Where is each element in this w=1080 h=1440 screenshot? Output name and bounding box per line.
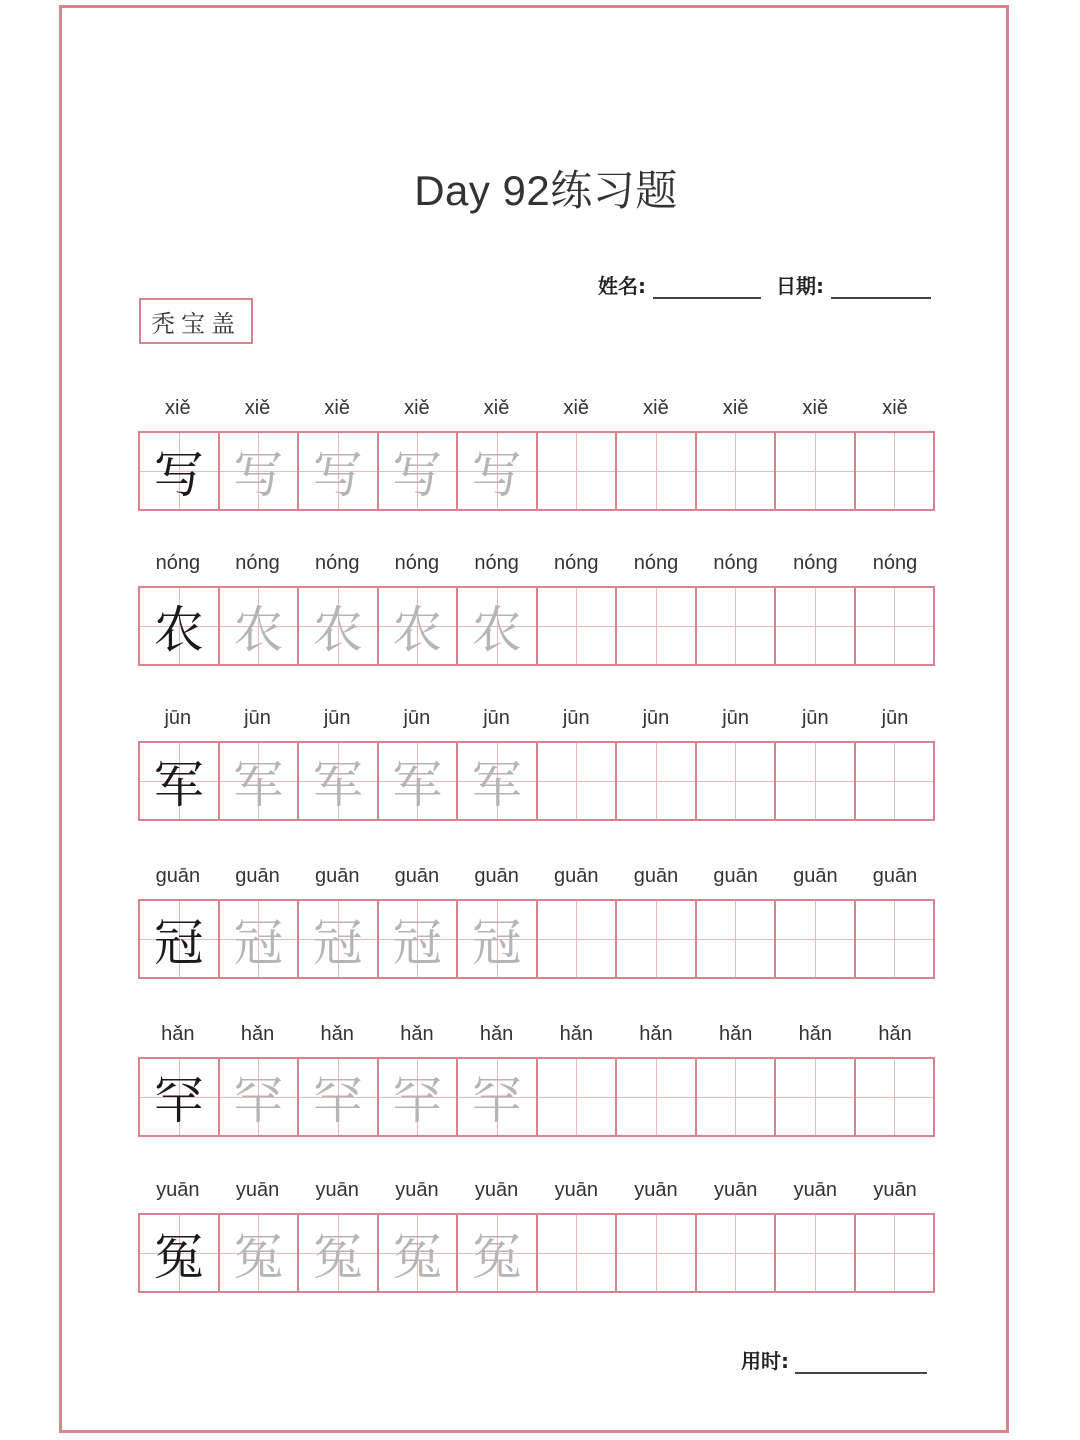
- trace-character: 罕: [233, 1072, 284, 1130]
- writing-cell: [299, 1215, 379, 1291]
- model-character: 冠: [153, 914, 204, 972]
- trace-character: 写: [471, 446, 522, 504]
- writing-cell[interactable]: [856, 1215, 934, 1291]
- practice-row: [138, 393, 935, 511]
- pinyin-label: hǎn: [639, 1023, 673, 1045]
- writing-cell[interactable]: [856, 588, 934, 664]
- trace-character: 军: [392, 756, 443, 814]
- writing-cell[interactable]: [617, 901, 697, 977]
- writing-cell[interactable]: [617, 433, 697, 509]
- writing-cell: [140, 588, 220, 664]
- pinyin-label: guān: [155, 865, 201, 887]
- writing-cell[interactable]: [697, 1215, 777, 1291]
- writing-cell[interactable]: [856, 743, 934, 819]
- writing-cell[interactable]: [538, 433, 618, 509]
- writing-cell: [458, 743, 538, 819]
- writing-cell: [299, 901, 379, 977]
- pinyin-label: jūn: [403, 707, 431, 729]
- writing-cell[interactable]: [538, 743, 618, 819]
- pinyin-label: jūn: [881, 707, 909, 729]
- writing-cell: [379, 433, 459, 509]
- writing-cell[interactable]: [776, 588, 856, 664]
- model-character: 军: [153, 756, 204, 814]
- pinyin-label: jūn: [722, 707, 749, 729]
- writing-cell: [220, 433, 300, 509]
- pinyin-label: guān: [713, 865, 758, 887]
- writing-cell: [140, 1059, 220, 1135]
- pinyin-label: nóng: [554, 552, 599, 574]
- pinyin-label: hǎn: [559, 1023, 593, 1045]
- pinyin-label: xiě: [802, 397, 829, 419]
- pinyin-label: nóng: [394, 552, 440, 574]
- writing-cell: [299, 588, 379, 664]
- pinyin-label: yuān: [793, 1179, 838, 1201]
- writing-cell[interactable]: [538, 588, 618, 664]
- pinyin-label: nóng: [793, 552, 838, 574]
- writing-cell: [140, 743, 220, 819]
- name-field[interactable]: [598, 270, 761, 299]
- writing-cell[interactable]: [697, 743, 777, 819]
- writing-cell[interactable]: [776, 1215, 856, 1291]
- trace-character: 军: [312, 756, 363, 814]
- writing-cell: [220, 1059, 300, 1135]
- pinyin-label: xiě: [324, 397, 350, 419]
- page-title: [0, 158, 1080, 218]
- name-label: 姓名:: [598, 274, 646, 298]
- writing-cell: [220, 743, 300, 819]
- pinyin-label: yuān: [474, 1179, 519, 1201]
- writing-cell: [299, 433, 379, 509]
- trace-character: 农: [471, 601, 522, 659]
- writing-cell: [379, 1059, 459, 1135]
- writing-cell: [299, 1059, 379, 1135]
- timer-label: 用时:: [741, 1349, 789, 1373]
- pinyin-label: xiě: [483, 397, 510, 419]
- writing-cell: [379, 743, 459, 819]
- writing-cell: [458, 1059, 538, 1135]
- pinyin-label: nóng: [474, 552, 519, 574]
- pinyin-row: [138, 548, 935, 578]
- practice-row: [138, 1019, 935, 1137]
- pinyin-label: guān: [633, 865, 679, 887]
- title-label: 练习题: [550, 167, 678, 214]
- writing-cell[interactable]: [617, 743, 697, 819]
- title-day: Day 92: [414, 167, 551, 214]
- date-label: 日期:: [776, 274, 824, 298]
- writing-cell: [458, 1215, 538, 1291]
- pinyin-label: guān: [394, 865, 440, 887]
- pinyin-label: nóng: [633, 552, 679, 574]
- writing-cell[interactable]: [776, 1059, 856, 1135]
- trace-character: 军: [471, 756, 522, 814]
- practice-row: [138, 548, 935, 666]
- pinyin-label: hǎn: [878, 1023, 912, 1045]
- trace-character: 农: [312, 601, 363, 659]
- practice-row: [138, 861, 935, 979]
- trace-character: 农: [392, 601, 443, 659]
- pinyin-label: jūn: [562, 707, 590, 729]
- writing-cell[interactable]: [697, 901, 777, 977]
- pinyin-row: [138, 1175, 935, 1205]
- model-character: 冤: [153, 1228, 204, 1286]
- writing-cell: [140, 433, 220, 509]
- trace-character: 冠: [233, 914, 284, 972]
- trace-character: 冠: [392, 914, 443, 972]
- pinyin-label: xiě: [643, 397, 669, 419]
- pinyin-label: jūn: [244, 707, 271, 729]
- practice-row: [138, 1175, 935, 1293]
- tian-grid-row: [138, 1057, 935, 1137]
- model-character: 罕: [153, 1072, 204, 1130]
- writing-cell[interactable]: [697, 588, 777, 664]
- pinyin-label: xiě: [563, 397, 590, 419]
- writing-cell[interactable]: [538, 1215, 618, 1291]
- writing-cell: [379, 588, 459, 664]
- pinyin-label: guān: [474, 865, 519, 887]
- writing-cell: [220, 588, 300, 664]
- tian-grid-row: [138, 431, 935, 511]
- trace-character: 冠: [471, 914, 522, 972]
- pinyin-row: [138, 861, 935, 891]
- pinyin-label: hǎn: [240, 1023, 275, 1045]
- pinyin-label: jūn: [801, 707, 829, 729]
- writing-cell[interactable]: [776, 901, 856, 977]
- writing-cell: [220, 901, 300, 977]
- pinyin-label: yuān: [315, 1179, 359, 1201]
- writing-cell[interactable]: [856, 901, 934, 977]
- trace-character: 冤: [392, 1228, 443, 1286]
- pinyin-label: yuān: [235, 1179, 280, 1201]
- trace-character: 军: [233, 756, 284, 814]
- writing-cell[interactable]: [697, 433, 777, 509]
- pinyin-label: guān: [872, 865, 918, 887]
- writing-cell: [220, 1215, 300, 1291]
- pinyin-label: xiě: [165, 397, 191, 419]
- pinyin-row: [138, 393, 935, 423]
- writing-cell[interactable]: [856, 1059, 934, 1135]
- trace-character: 写: [392, 446, 443, 504]
- tian-grid-row: [138, 741, 935, 821]
- writing-cell[interactable]: [617, 1215, 697, 1291]
- pinyin-label: hǎn: [400, 1023, 434, 1045]
- pinyin-label: xiě: [404, 397, 430, 419]
- trace-character: 冤: [233, 1228, 284, 1286]
- model-character: 写: [153, 446, 204, 504]
- writing-cell: [458, 588, 538, 664]
- trace-character: 写: [312, 446, 363, 504]
- pinyin-label: xiě: [722, 397, 749, 419]
- writing-cell: [458, 433, 538, 509]
- pinyin-label: guān: [793, 865, 838, 887]
- trace-character: 罕: [312, 1072, 363, 1130]
- pinyin-row: [138, 1019, 935, 1049]
- pinyin-label: yuān: [634, 1179, 678, 1201]
- writing-cell[interactable]: [617, 1059, 697, 1135]
- writing-cell[interactable]: [538, 901, 618, 977]
- timer-field[interactable]: [741, 1345, 927, 1374]
- pinyin-label: nóng: [872, 552, 918, 574]
- pinyin-label: yuān: [554, 1179, 598, 1201]
- writing-cell: [379, 901, 459, 977]
- date-line[interactable]: [831, 275, 931, 299]
- name-line[interactable]: [653, 275, 761, 299]
- trace-character: 冠: [312, 914, 363, 972]
- trace-character: 写: [233, 446, 284, 504]
- writing-cell[interactable]: [538, 1059, 618, 1135]
- tian-grid-row: [138, 1213, 935, 1293]
- writing-cell[interactable]: [617, 588, 697, 664]
- pinyin-label: jūn: [642, 707, 670, 729]
- pinyin-label: hǎn: [718, 1023, 753, 1045]
- writing-cell[interactable]: [697, 1059, 777, 1135]
- pinyin-label: guān: [235, 865, 280, 887]
- timer-line[interactable]: [795, 1350, 927, 1374]
- writing-cell: [299, 743, 379, 819]
- pinyin-label: nóng: [713, 552, 758, 574]
- radical-label: 秃宝盖: [139, 298, 253, 344]
- pinyin-label: hǎn: [320, 1023, 354, 1045]
- pinyin-label: nóng: [314, 552, 360, 574]
- tian-grid-row: [138, 899, 935, 979]
- date-field[interactable]: [776, 270, 931, 299]
- pinyin-label: guān: [554, 865, 599, 887]
- trace-character: 罕: [471, 1072, 522, 1130]
- trace-character: 农: [233, 601, 284, 659]
- writing-cell: [140, 901, 220, 977]
- pinyin-label: hǎn: [479, 1023, 514, 1045]
- pinyin-label: yuān: [395, 1179, 439, 1201]
- pinyin-label: nóng: [235, 552, 280, 574]
- writing-cell: [379, 1215, 459, 1291]
- pinyin-label: jūn: [323, 707, 351, 729]
- pinyin-label: jūn: [483, 707, 510, 729]
- pinyin-label: hǎn: [161, 1023, 195, 1045]
- trace-character: 罕: [392, 1072, 443, 1130]
- pinyin-row: [138, 703, 935, 733]
- writing-cell[interactable]: [776, 743, 856, 819]
- practice-row: [138, 703, 935, 821]
- model-character: 农: [153, 601, 204, 659]
- writing-cell[interactable]: [856, 433, 934, 509]
- trace-character: 冤: [471, 1228, 522, 1286]
- trace-character: 冤: [312, 1228, 363, 1286]
- pinyin-label: jūn: [164, 707, 192, 729]
- pinyin-label: xiě: [244, 397, 271, 419]
- writing-cell: [140, 1215, 220, 1291]
- pinyin-label: yuān: [713, 1179, 758, 1201]
- writing-cell: [458, 901, 538, 977]
- pinyin-label: yuān: [873, 1179, 917, 1201]
- pinyin-label: guān: [314, 865, 360, 887]
- pinyin-label: nóng: [155, 552, 201, 574]
- pinyin-label: hǎn: [798, 1023, 833, 1045]
- tian-grid-row: [138, 586, 935, 666]
- pinyin-label: xiě: [882, 397, 908, 419]
- pinyin-label: yuān: [156, 1179, 200, 1201]
- writing-cell[interactable]: [776, 433, 856, 509]
